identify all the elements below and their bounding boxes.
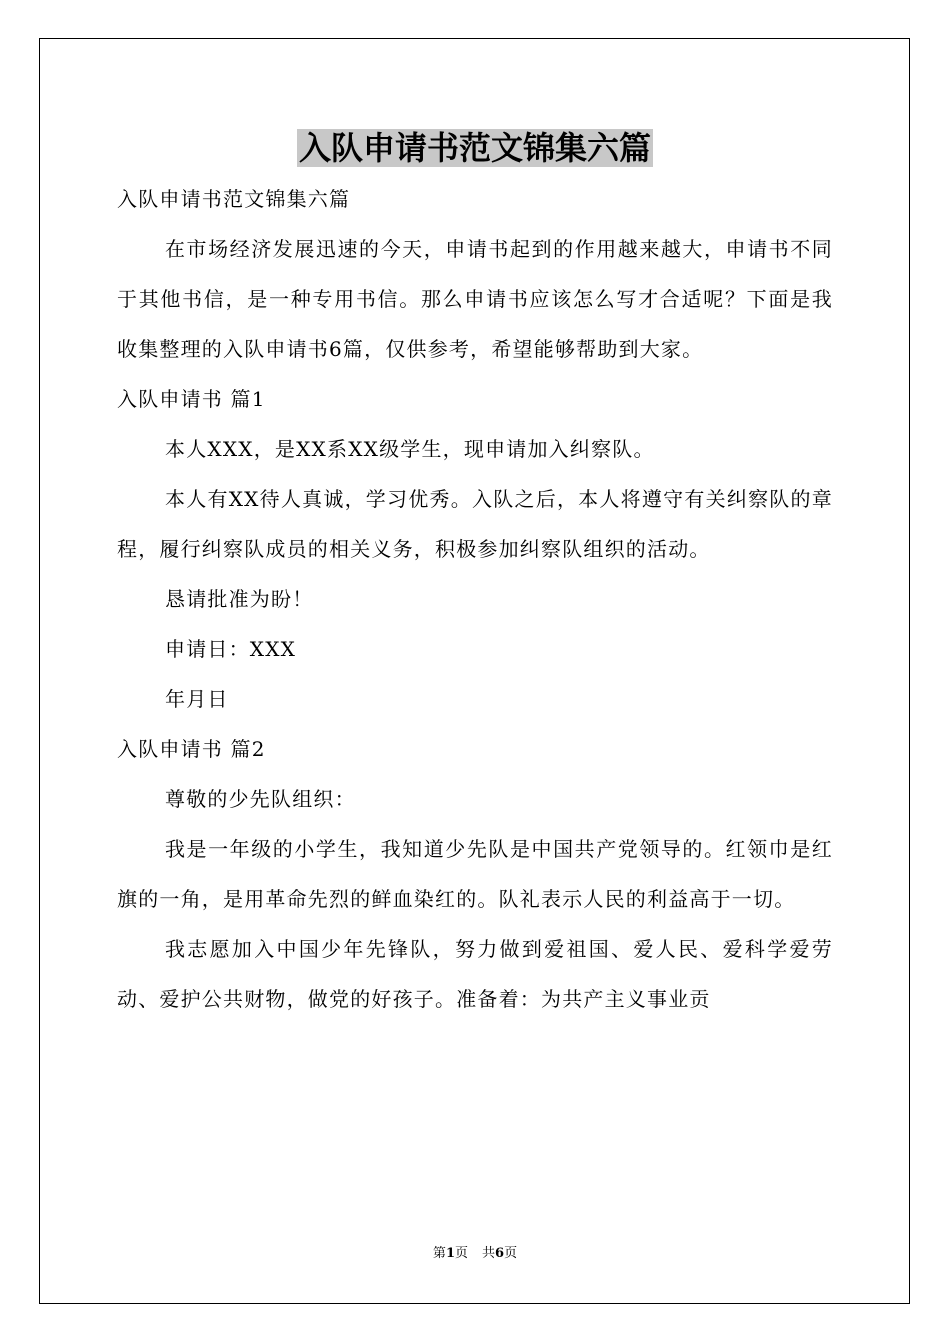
body-paragraph: 申请日：XXX <box>165 637 297 661</box>
body-paragraph: 我志愿加入中国少年先锋队，努力做到爱祖国、爱人民、爱科学爱劳动、爱护公共财物，做党的好孩子。准备着：为共产主义事业贡 <box>117 937 833 1011</box>
document-title <box>0 124 950 172</box>
body-paragraph: 本人XXX，是XX系XX级学生，现申请加入纠察队。 <box>165 437 655 461</box>
footer-total-pages: 6 <box>495 1246 505 1261</box>
document-body <box>117 174 833 1024</box>
footer-page-suffix: 页 <box>454 1246 468 1261</box>
section-heading: 入队申请书范文锦集六篇 <box>117 187 351 211</box>
section-heading: 入队申请书 篇1 <box>117 387 266 411</box>
body-paragraph: 本人有XX待人真诚，学习优秀。入队之后，本人将遵守有关纠察队的章程，履行纠察队成员的相关义务，积极参加纠察队组织的活动。 <box>117 487 833 561</box>
body-paragraph: 尊敬的少先队组织： <box>165 787 356 811</box>
footer-total-prefix: 共 <box>482 1246 496 1261</box>
section-heading: 入队申请书 篇2 <box>117 737 266 761</box>
body-paragraph: 年月日 <box>165 687 229 711</box>
footer-total-suffix: 页 <box>504 1246 518 1261</box>
footer-page-number: 1 <box>445 1246 455 1261</box>
body-paragraph: 在市场经济发展迅速的今天，申请书起到的作用越来越大，申请书不同于其他书信，是一种专用书信。那么申请书应该怎么写才合适呢？下面是我收集整理的入队申请书6篇，仅供参考，希望能够帮助到大家。 <box>117 237 833 361</box>
body-paragraph: 恳请批准为盼！ <box>165 587 314 611</box>
body-paragraph: 我是一年级的小学生，我知道少先队是中国共产党领导的。红领巾是红旗的一角，是用革命先烈的鲜血染红的。队礼表示人民的利益高于一切。 <box>117 837 833 911</box>
document-title-text: 入队申请书范文锦集六篇 <box>298 129 651 167</box>
footer-page-prefix: 第 <box>432 1246 446 1261</box>
page-footer <box>0 1245 950 1263</box>
